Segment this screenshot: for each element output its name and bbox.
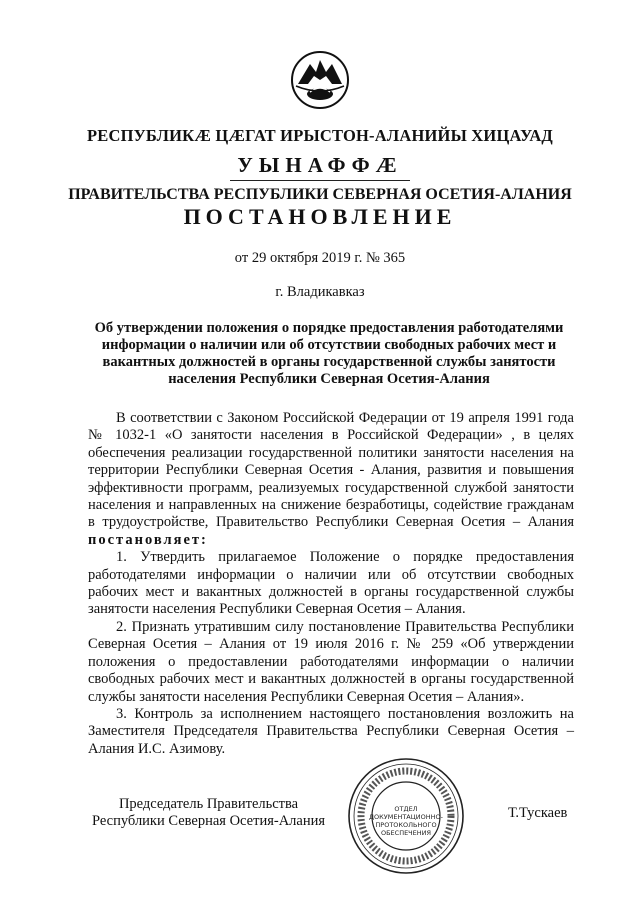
seal-inner-text: ОТДЕЛ ДОКУМЕНТАЦИОННО-ПРОТОКОЛЬНОГО ОБЕСПЕЧЕНИЯ bbox=[368, 805, 444, 837]
decree-word: постановляет: bbox=[88, 531, 208, 548]
preamble-paragraph bbox=[88, 410, 574, 549]
item-paragraph-3: 3. Контроль за исполнением настоящего постановления возложить на Заместителя Председателя Правительства Республики Северная Осетия – Алания И.С. Азимову. bbox=[88, 705, 574, 757]
decree-word-ossetian: УЫНАФФӔ bbox=[237, 153, 403, 177]
document-city: г. Владикавказ bbox=[275, 284, 365, 300]
coat-of-arms-emblem-icon bbox=[288, 50, 352, 110]
preamble-text: В соответствии с Законом Российской Федерации от 19 апреля 1991 года № 1032-1 «О занятости населения в Российской Федерации» , в целях обеспечения реализации государственной политики занятости населения на территории Республики Северная Осетия - Алания, развития и повышения эффективности программ, реализуемых государственной службой занятости населения и направленных на снижение безработицы, содействие гражданам в трудоустройстве, Правительство Республики Северная Осетия – Алания bbox=[88, 410, 574, 531]
document-date-number: от 29 октября 2019 г. № 365 bbox=[234, 250, 406, 266]
item-paragraph-2: 2. Признать утратившим силу постановление Правительства Республики Северная Осетия – Алания от 19 июля 2016 г. № 259 «Об утверждении положения о предоставлении работодателями информации о наличии свободных рабочих мест и вакантных должностей в органы государственной службы занятости населения Республики Северная Осетия – Алания». bbox=[88, 618, 574, 705]
item-paragraph-1: 1. Утвердить прилагаемое Положение о порядке предоставления работодателями информации о наличии или об отсутствии свободных рабочих мест и вакантных должностей в органы государственной службы занятости населения Республики Северная Осетия – Алания. bbox=[88, 549, 574, 618]
signatory-name: Т.Тускаев bbox=[508, 805, 568, 821]
document-subject-title: Об утверждении положения о порядке предоставления работодателями информации о наличии или об отсутствии свободных рабочих мест и вакантных должностей в органы государственной службы занятости населения Республики Северная Осетия-Алания bbox=[94, 320, 564, 387]
government-name-russian: ПРАВИТЕЛЬСТВА РЕСПУБЛИКИ СЕВЕРНАЯ ОСЕТИЯ-АЛАНИЯ bbox=[68, 186, 572, 203]
header-divider bbox=[230, 180, 410, 181]
signatory-position-line2: Республики Северная Осетия-Алания bbox=[92, 813, 326, 830]
document-body bbox=[88, 410, 574, 758]
signatory-position-line1: Председатель Правительства bbox=[118, 796, 299, 812]
republic-name-ossetian: РЕСПУБЛИКӔ ЦӔГАТ ИРЫСТОН-АЛАНИЙЫ ХИЦАУАД bbox=[86, 126, 553, 145]
document-type-title: ПОСТАНОВЛЕНИЕ bbox=[183, 204, 457, 229]
signatory-position bbox=[92, 796, 325, 831]
